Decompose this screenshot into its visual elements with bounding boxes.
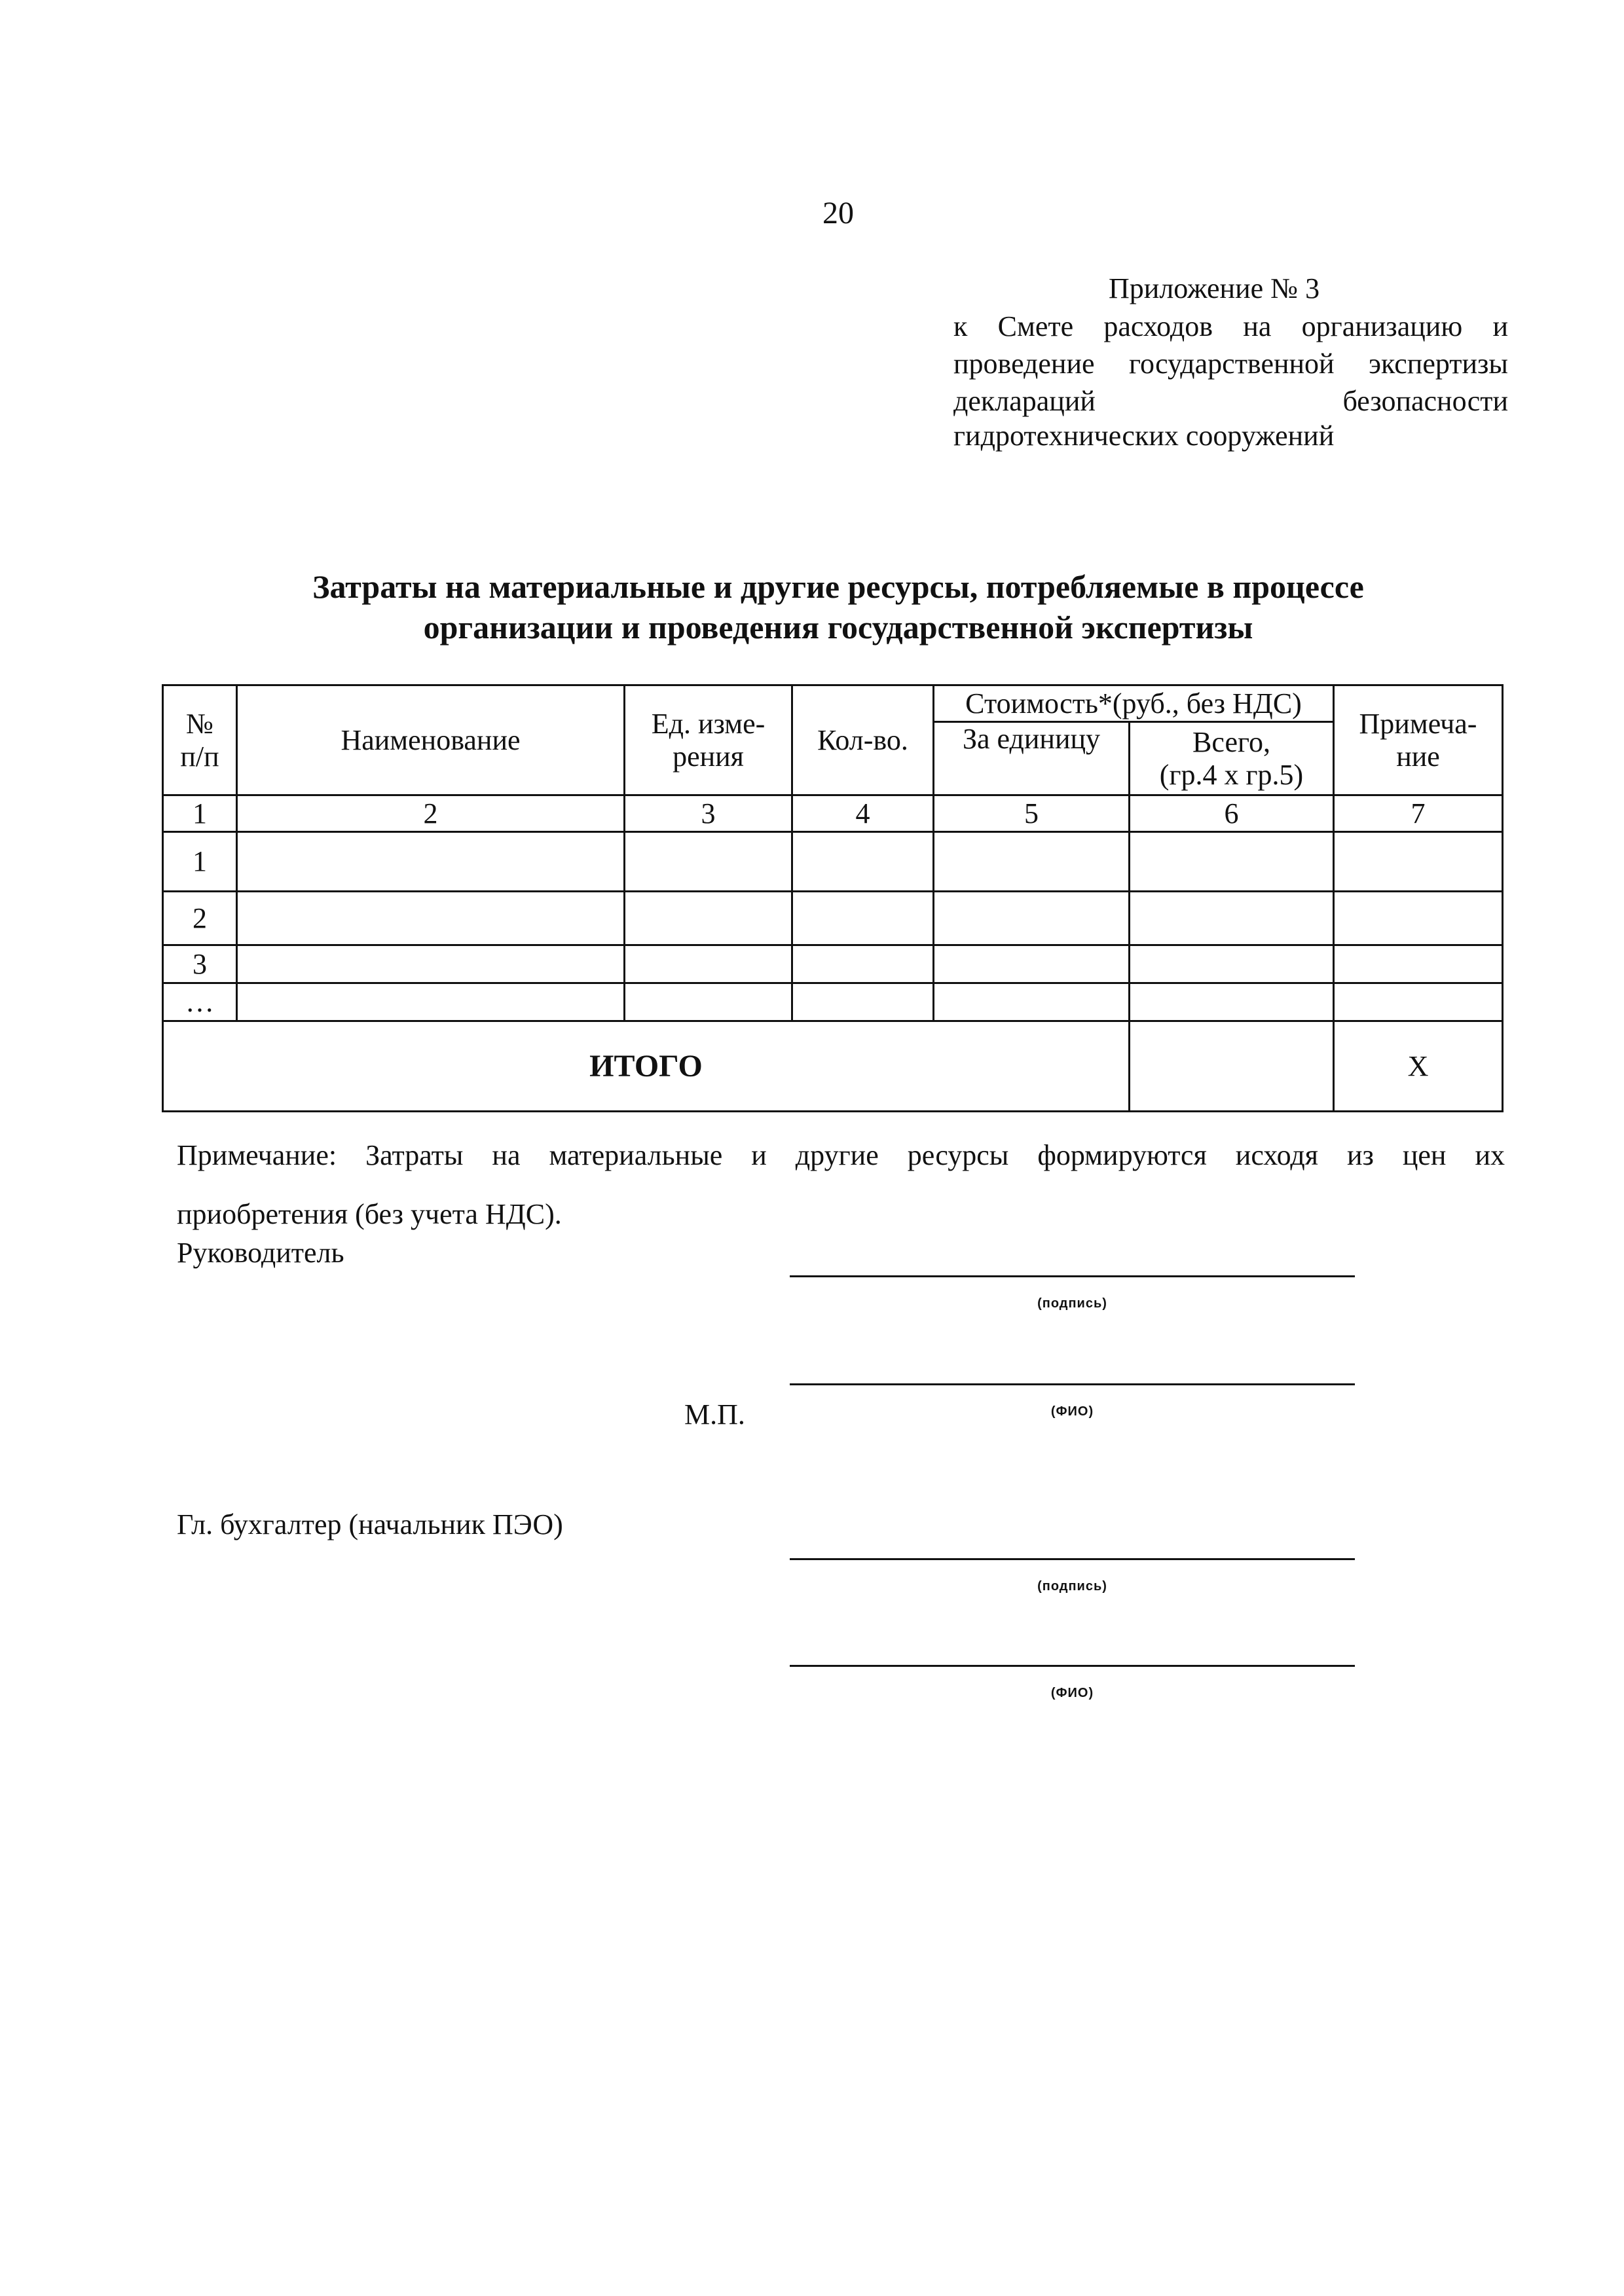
cell[interactable] [237, 983, 625, 1021]
cell[interactable] [625, 892, 792, 945]
header-unit-line-2: рения [673, 740, 744, 773]
header-name: Наименование [237, 685, 625, 795]
row-num: … [163, 983, 237, 1021]
cell[interactable] [237, 892, 625, 945]
total-value-cell[interactable] [1130, 1021, 1334, 1112]
cell[interactable] [1130, 892, 1334, 945]
header-note-line-1: Примеча- [1359, 707, 1477, 740]
header-row-1 [163, 685, 1503, 722]
cell[interactable] [1334, 892, 1503, 945]
head-fio-line[interactable] [790, 1383, 1355, 1385]
col-number-2: 2 [237, 795, 625, 832]
accountant-signature-line[interactable] [790, 1558, 1355, 1560]
cell[interactable] [1130, 832, 1334, 892]
header-cost-group: Стоимость*(руб., без НДС) [934, 685, 1334, 722]
header-note-line-2: ние [1396, 740, 1440, 773]
cell[interactable] [934, 983, 1130, 1021]
header-qty: Кол-во. [792, 685, 934, 795]
header-total [1130, 722, 1334, 795]
cell[interactable] [1334, 983, 1503, 1021]
col-number-5: 5 [934, 795, 1130, 832]
cell[interactable] [625, 832, 792, 892]
document-title [0, 566, 1624, 647]
appendix-body: к Смете расходов на организацию и проведение государственной экспертизы деклараций безопасности [953, 310, 1508, 417]
total-row [163, 1021, 1503, 1112]
col-number-1: 1 [163, 795, 237, 832]
title-line-2: организации и проведения государственной экспертизы [423, 609, 1253, 646]
page-number: 20 [822, 196, 854, 230]
header-num-line-2: п/п [180, 740, 219, 773]
row-num: 3 [163, 945, 237, 983]
cell[interactable] [792, 832, 934, 892]
cell[interactable] [1130, 945, 1334, 983]
note-line-2: приобретения (без учета НДС). [177, 1198, 562, 1230]
cell[interactable] [934, 945, 1130, 983]
header-total-line-1: Всего, [1192, 725, 1270, 758]
appendix-last-line: гидротехнических сооружений [953, 420, 1335, 452]
table-row [163, 983, 1503, 1021]
col-number-6: 6 [1130, 795, 1334, 832]
cell[interactable] [1334, 945, 1503, 983]
stamp-label: М.П. [684, 1398, 745, 1430]
cell[interactable] [1334, 832, 1503, 892]
note-line-1: Примечание: Затраты на материальные и другие ресурсы формируются исходя из цен их [177, 1139, 1505, 1171]
accountant-fio-line[interactable] [790, 1665, 1355, 1667]
cell[interactable] [792, 892, 934, 945]
col-number-7: 7 [1334, 795, 1503, 832]
cell[interactable] [1130, 983, 1334, 1021]
cell[interactable] [237, 832, 625, 892]
head-signature-line[interactable] [790, 1275, 1355, 1277]
accountant-label: Гл. бухгалтер (начальник ПЭО) [177, 1508, 563, 1540]
table-row [163, 945, 1503, 983]
header-num [163, 685, 237, 795]
cell[interactable] [934, 892, 1130, 945]
row-num: 2 [163, 892, 237, 945]
column-number-row [163, 795, 1503, 832]
total-label: ИТОГО [163, 1021, 1130, 1112]
col-number-4: 4 [792, 795, 934, 832]
header-unit-line-1: Ед. изме- [651, 707, 766, 740]
table-row [163, 892, 1503, 945]
row-num: 1 [163, 832, 237, 892]
cell[interactable] [625, 983, 792, 1021]
header-num-line-1: № [186, 707, 213, 740]
col-number-3: 3 [625, 795, 792, 832]
head-label: Руководитель [177, 1237, 344, 1269]
cell[interactable] [625, 945, 792, 983]
header-note [1334, 685, 1503, 795]
title-line-1: Затраты на материальные и другие ресурсы, потребляемые в процессе [312, 568, 1364, 605]
table-row [163, 832, 1503, 892]
accountant-signature-caption: (подпись) [1037, 1579, 1107, 1594]
appendix-heading: Приложение № 3 [1109, 272, 1320, 304]
head-signature-caption: (подпись) [1037, 1296, 1107, 1311]
header-per-unit: За единицу [934, 722, 1130, 795]
cell[interactable] [237, 945, 625, 983]
expense-table [162, 684, 1504, 1112]
cell[interactable] [934, 832, 1130, 892]
total-note-cell: Х [1334, 1021, 1503, 1112]
cell[interactable] [792, 983, 934, 1021]
header-unit [625, 685, 792, 795]
header-total-line-2: (гр.4 х гр.5) [1159, 758, 1304, 791]
accountant-fio-caption: (ФИО) [1050, 1686, 1094, 1700]
cell[interactable] [792, 945, 934, 983]
head-fio-caption: (ФИО) [1050, 1404, 1094, 1419]
